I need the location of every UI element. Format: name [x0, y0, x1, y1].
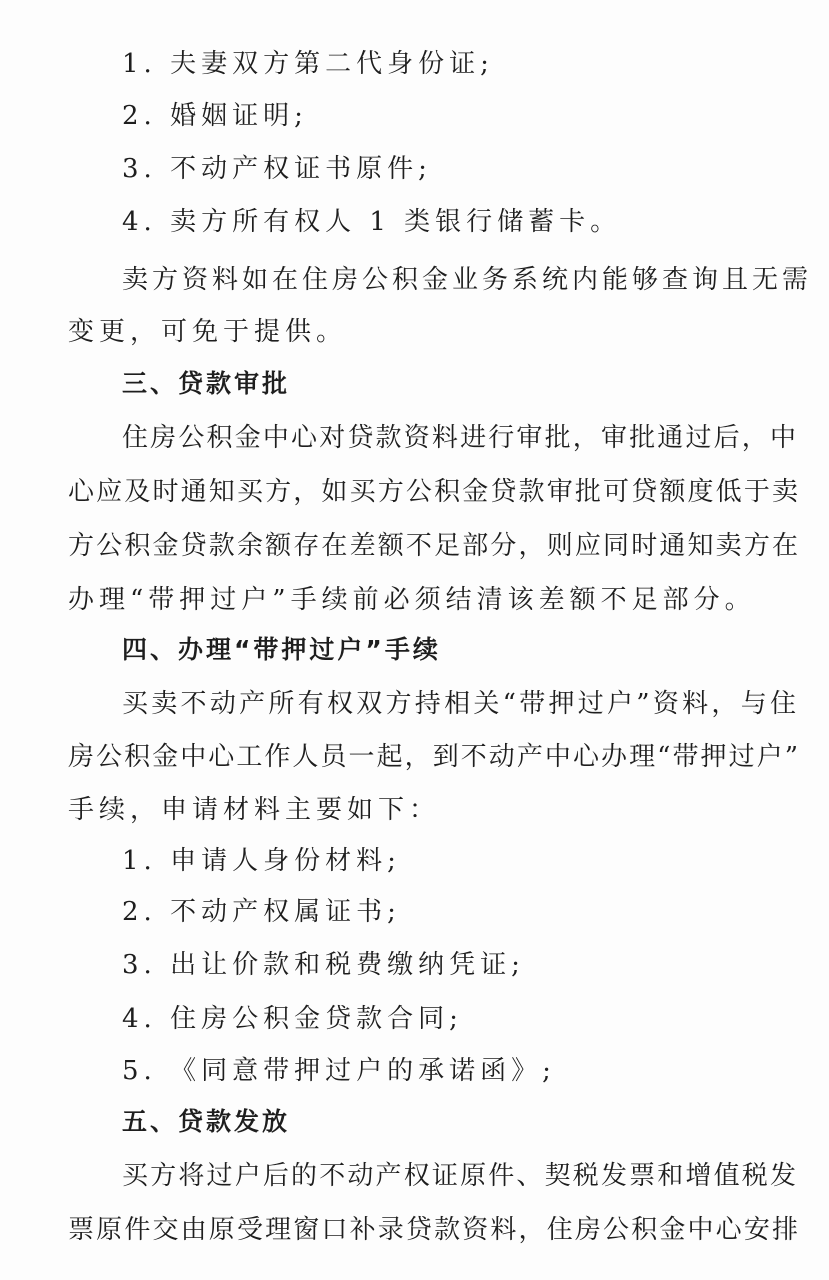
paragraph-line: 变更，可免于提供。 — [68, 317, 348, 347]
paragraph-line: 买卖不动产所有权双方持相关“带押过户”资料，与住 — [122, 689, 796, 719]
paragraph-line: 方公积金贷款余额存在差额不足部分，则应同时通知卖方在 — [68, 531, 798, 561]
paragraph-line: 办理“带押过户”手续前必须结清该差额不足部分。 — [68, 585, 756, 615]
list-item: 2. 婚姻证明; — [122, 101, 308, 131]
list-item: 1. 夫妻双方第二代身份证; — [122, 49, 494, 79]
list-item: 3. 出让价款和税费缴纳凭证; — [122, 950, 525, 980]
list-item: 4. 住房公积金贷款合同; — [122, 1004, 463, 1034]
list-item: 1. 申请人身份材料; — [122, 846, 401, 876]
paragraph-line: 心应及时通知买方，如买方公积金贷款审批可贷额度低于卖 — [68, 477, 798, 507]
paragraph-line: 买方将过户后的不动产权证原件、契税发票和增值税发 — [122, 1161, 796, 1191]
paragraph-line: 卖方资料如在住房公积金业务系统内能够查询且无需 — [122, 265, 808, 295]
paragraph-line: 手续，申请材料主要如下： — [68, 795, 441, 825]
list-item: 5. 《同意带押过户的承诺函》; — [122, 1056, 556, 1086]
list-item: 2. 不动产权属证书; — [122, 897, 401, 927]
paragraph-line: 房公积金中心工作人员一起，到不动产中心办理“带押过户” — [68, 742, 798, 772]
section-heading: 四、办理“带押过户”手续 — [122, 635, 441, 664]
list-item: 3. 不动产权证书原件; — [122, 154, 432, 184]
paragraph-line: 票原件交由原受理窗口补录贷款资料，住房公积金中心安排 — [68, 1215, 798, 1245]
paragraph-line: 住房公积金中心对贷款资料进行审批，审批通过后，中 — [122, 423, 796, 453]
list-item: 4. 卖方所有权人 1 类银行储蓄卡。 — [122, 207, 622, 237]
section-heading: 三、贷款审批 — [122, 369, 291, 398]
section-heading: 五、贷款发放 — [122, 1107, 291, 1136]
